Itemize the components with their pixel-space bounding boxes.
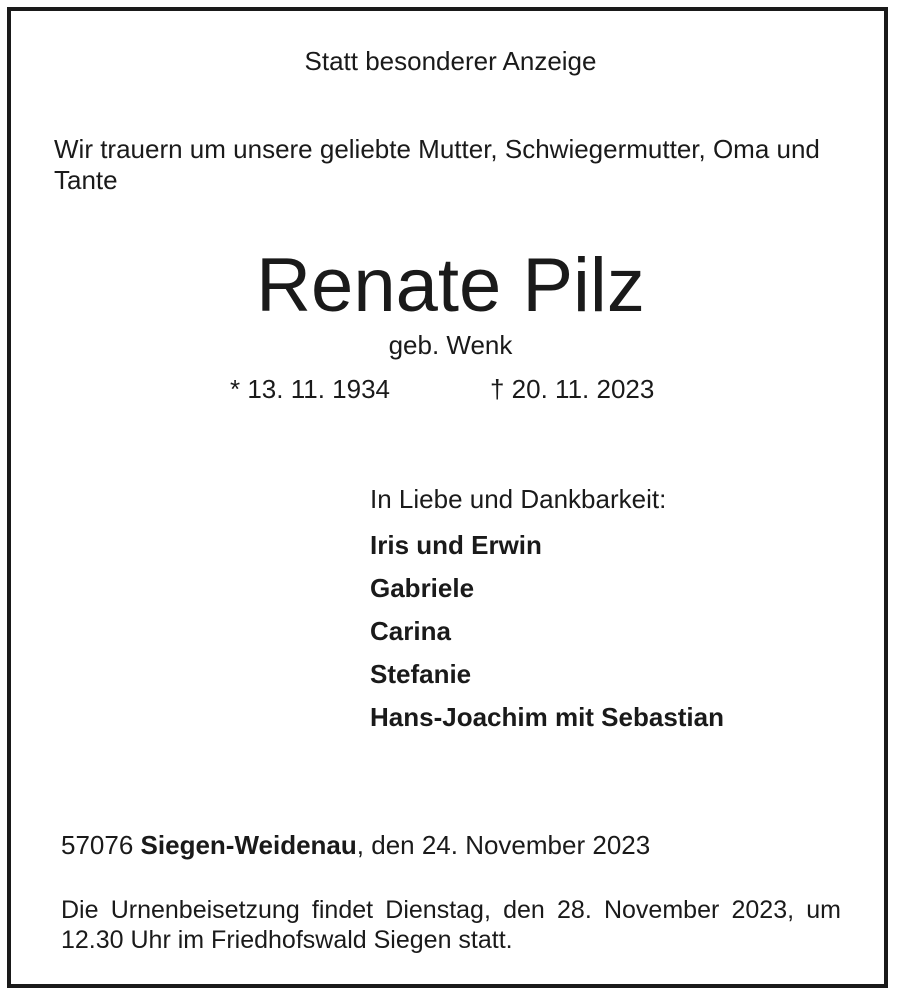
mourner-name: Hans-Joachim mit Sebastian xyxy=(370,702,724,732)
mourner-name: Iris und Erwin xyxy=(370,530,542,560)
header-note: Statt besonderer Anzeige xyxy=(304,46,597,76)
mourner-name: Carina xyxy=(370,616,451,646)
place-date-line xyxy=(61,830,650,861)
maiden-name: geb. Wenk xyxy=(388,330,513,360)
birth-date: * 13. 11. 1934 xyxy=(230,374,390,404)
deceased-name: Renate Pilz xyxy=(256,243,645,328)
mourner-name: Stefanie xyxy=(370,659,472,689)
intro-text: Wir trauern um unsere geliebte Mutter, Schwiegermutter, Oma und Tante xyxy=(54,134,820,195)
burial-info: Die Urnenbeisetzung findet Dienstag, den 28. November 2023, um 12.30 Uhr im Friedhofswald Siegen statt. xyxy=(61,896,841,954)
place-name: Siegen-Weidenau xyxy=(140,830,357,860)
thanks-intro: In Liebe und Dankbarkeit: xyxy=(370,484,667,514)
mourner-list xyxy=(370,524,724,739)
death-date: † 20. 11. 2023 xyxy=(490,374,655,404)
postal-code: 57076 xyxy=(61,830,134,860)
notice-date: , den 24. November 2023 xyxy=(356,830,651,860)
mourner-name: Gabriele xyxy=(370,573,475,603)
